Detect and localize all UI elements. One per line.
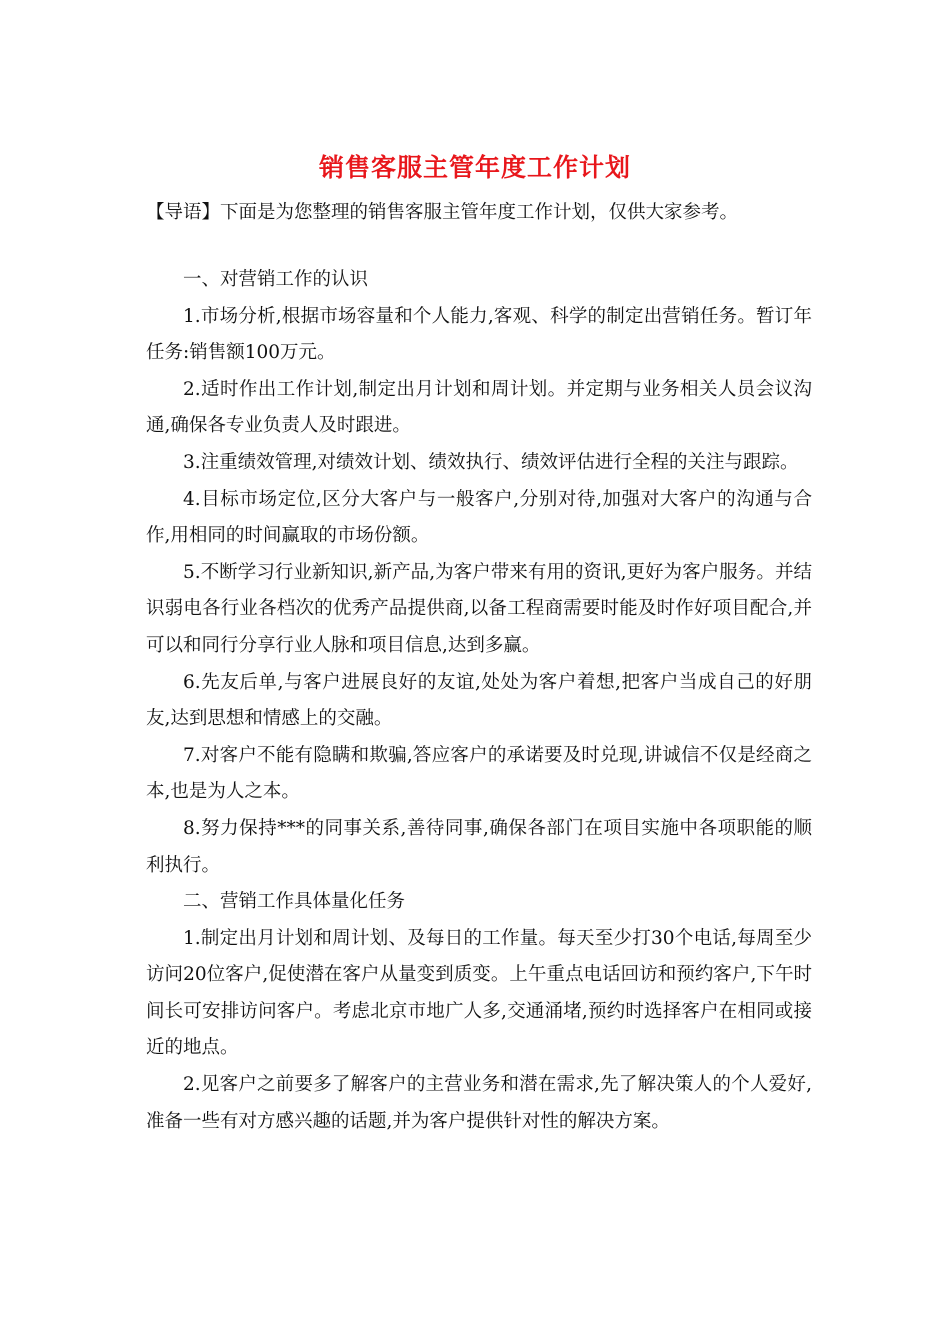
paragraph: 8.努力保持***的同事关系,善待同事,确保各部门在项目实施中各项职能的顺利执行。 (146, 817, 812, 876)
paragraph: 4.目标市场定位,区分大客户与一般客户,分别对待,加强对大客户的沟通与合作,用相同的时间赢取的市场份额。 (146, 488, 812, 547)
document-body (146, 262, 812, 1140)
paragraph: 1.制定出月计划和周计划、及每日的工作量。每天至少打30个电话,每周至少访问20位客户,促使潜在客户从量变到质变。上午重点电话回访和预约客户,下午时间长可安排访问客户。考虑北京市地广人多,交通涌堵,预约时选择客户在相同或接近的地点。 (146, 927, 812, 1059)
paragraph: 2.见客户之前要多了解客户的主营业务和潜在需求,先了解决策人的个人爱好,准备一些有对方感兴趣的话题,并为客户提供针对性的解决方案。 (146, 1074, 812, 1132)
document-title: 销售客服主管年度工作计划 (318, 153, 631, 182)
paragraph: 6.先友后单,与客户进展良好的友谊,处处为客户着想,把客户当成自己的好朋友,达到思想和情感上的交融。 (146, 671, 812, 730)
paragraph: 5.不断学习行业新知识,新产品,为客户带来有用的资讯,更好为客户服务。并结识弱电各行业各档次的优秀产品提供商,以备工程商需要时能及时作好项目配合,并可以和同行分享行业人脉和项目信息,达到多赢。 (146, 561, 812, 656)
paragraph: 7.对客户不能有隐瞒和欺骗,答应客户的承诺要及时兑现,讲诚信不仅是经商之本,也是为人之本。 (146, 744, 812, 803)
paragraph: 3.注重绩效管理,对绩效计划、绩效执行、绩效评估进行全程的关注与跟踪。 (183, 451, 799, 473)
paragraph: 2.适时作出工作计划,制定出月计划和周计划。并定期与业务相关人员会议沟通,确保各专业负责人及时跟进。 (146, 378, 812, 437)
section-heading-1: 一、对营销工作的认识 (183, 269, 369, 290)
lead-paragraph: 【导语】下面是为您整理的销售客服主管年度工作计划，仅供大家参考。 (146, 202, 739, 223)
section-heading-2: 二、营销工作具体量化任务 (183, 891, 406, 913)
paragraph: 1.市场分析,根据市场容量和个人能力,客观、科学的制定出营销任务。暂订年任务:销售额100万元。 (146, 305, 812, 364)
